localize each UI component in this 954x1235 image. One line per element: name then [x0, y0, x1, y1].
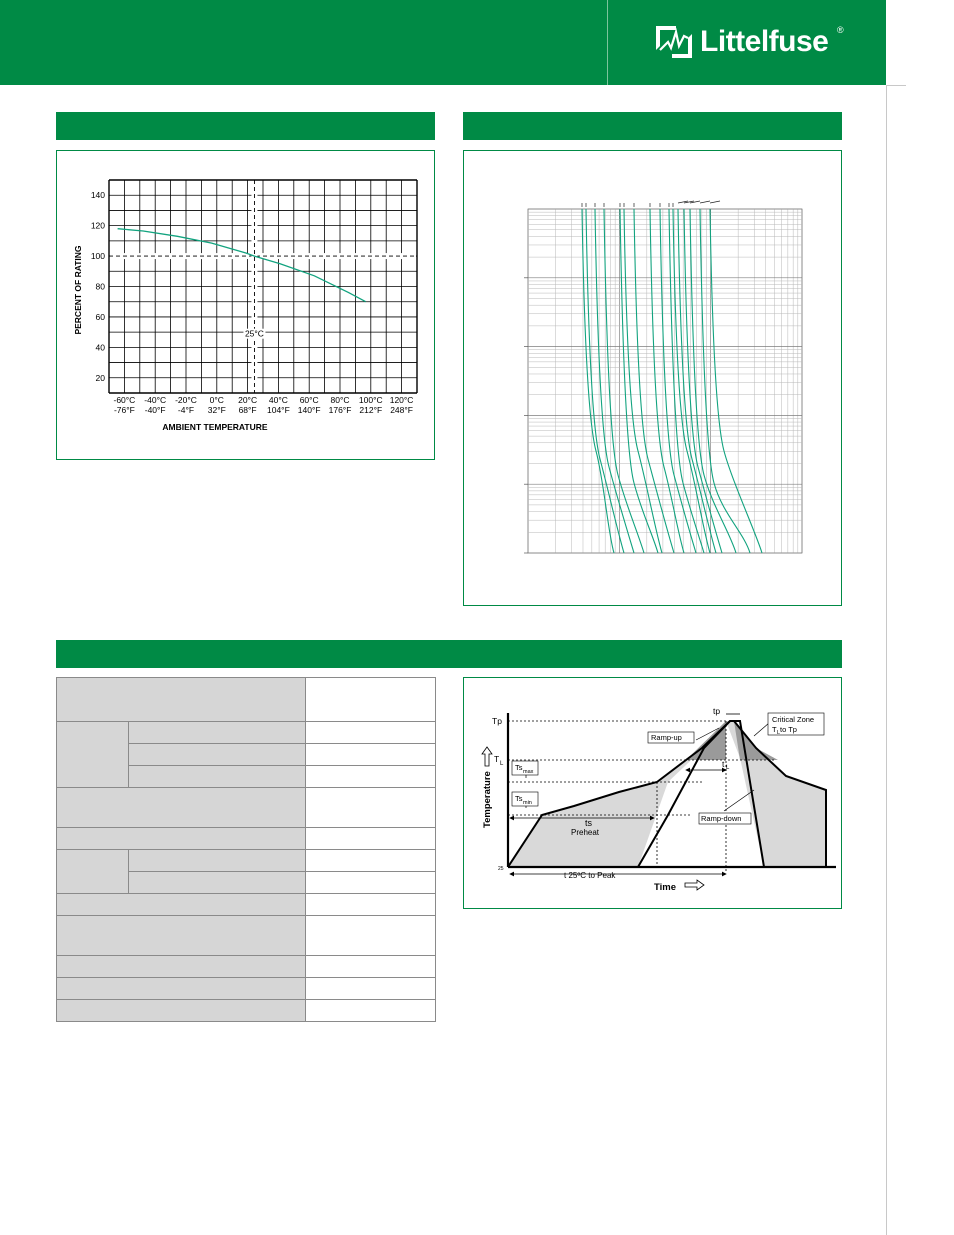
x-tick-label-c: 60°C [299, 395, 319, 405]
x-tick-label-c: 100°C [358, 395, 383, 405]
table-cell [57, 850, 129, 894]
time-current-curve [690, 209, 736, 553]
table-cell [57, 828, 306, 850]
curve-rating-tick [710, 201, 720, 203]
reflow-profile-diagram [464, 678, 841, 908]
x-tick-label-c: 40°C [268, 395, 288, 405]
x-tick-label-c: -20°C [175, 395, 197, 405]
x-tick-label-f: 248°F [390, 405, 413, 415]
derating-chart [57, 151, 434, 459]
temperature-axis-label: Temperature [482, 771, 493, 828]
x-tick-label-c: -60°C [113, 395, 136, 405]
table-cell [129, 850, 306, 872]
time-current-curve [604, 209, 644, 553]
table-cell [57, 916, 306, 956]
table-cell [306, 872, 436, 894]
littelfuse-logo-icon [654, 20, 694, 64]
table-cell [129, 722, 306, 744]
section-bar-temperature-rerating [56, 112, 435, 140]
critical-zone-label: Critical Zone [772, 715, 815, 724]
right-margin-rule [886, 85, 887, 1235]
temperature-arrow-icon [482, 747, 492, 766]
y-tick-label: 20 [95, 372, 105, 383]
table-cell [57, 788, 306, 828]
TL-sub-label: L [500, 761, 504, 767]
y-tick-label: 40 [95, 342, 105, 353]
time-arrow-icon [685, 880, 704, 890]
table-cell [306, 678, 436, 722]
x-tick-label-c: 80°C [330, 395, 350, 405]
t-25-to-peak-label: t 25ºC to Peak [564, 871, 616, 880]
derating-chart-panel [56, 150, 435, 460]
tp-label: tp [713, 706, 721, 716]
table-cell [129, 766, 306, 788]
y-tick-label: 120 [90, 220, 105, 231]
y-tick-label: 60 [95, 311, 105, 322]
table-cell [57, 722, 129, 788]
x-axis-title: AMBIENT TEMPERATURE [162, 422, 268, 432]
x-tick-label-c: -40°C [144, 395, 167, 405]
ts-min-label: Ts [515, 794, 523, 803]
table-cell [306, 1000, 436, 1022]
time-current-chart [464, 151, 841, 605]
brand-name: Littelfuse [700, 25, 829, 58]
time-current-curve [595, 209, 634, 553]
reflow-profile-panel [463, 677, 842, 909]
y-tick-label: 140 [90, 190, 105, 201]
table-cell [306, 850, 436, 872]
critical-zone-to-tp: to Tp [780, 725, 797, 734]
registered-mark: ® [837, 25, 844, 35]
right-margin-tick [886, 85, 906, 86]
time-axis-label: Time [654, 882, 677, 893]
table-cell [306, 894, 436, 916]
critical-zone-TL: T [772, 725, 777, 734]
critical-zone-TL-sub: L [777, 730, 781, 736]
table-cell [306, 978, 436, 1000]
x-tick-label-f: 176°F [328, 405, 352, 415]
x-tick-label-f: 104°F [267, 405, 290, 415]
ts-min-sub: min [523, 800, 532, 806]
tL-sub-label: L [726, 765, 730, 771]
table-cell [57, 678, 306, 722]
header-divider [607, 0, 608, 85]
x-tick-label-f: 68°F [238, 405, 257, 415]
curve-rating-tick [700, 201, 710, 203]
time-current-curve [624, 209, 662, 553]
x-tick-label-f: 32°F [207, 405, 226, 415]
table-cell [306, 916, 436, 956]
time-current-chart-panel [463, 150, 842, 606]
x-tick-label-c: 120°C [389, 395, 414, 405]
table-cell [57, 1000, 306, 1022]
table-cell [129, 872, 306, 894]
ts-max-label: Ts [515, 763, 523, 772]
y-axis-title: PERCENT OF RATING [73, 245, 83, 335]
origin-25-label: 25 [498, 866, 504, 872]
ts-max-sub: max [523, 769, 534, 775]
table-cell [306, 828, 436, 850]
table-cell [306, 956, 436, 978]
table-cell [306, 788, 436, 828]
table-cell [57, 978, 306, 1000]
soldering-parameters-table [56, 677, 436, 1022]
table-cell [306, 722, 436, 744]
ramp-down-label: Ramp-down [701, 814, 742, 823]
TL-label: T [494, 754, 500, 764]
x-tick-label-c: 20°C [238, 395, 258, 405]
table-cell [306, 766, 436, 788]
y-tick-label: 80 [95, 281, 105, 292]
table-cell [57, 956, 306, 978]
x-tick-label-f: -4°F [177, 405, 195, 415]
y-tick-label: 100 [90, 251, 105, 262]
x-tick-label-f: 140°F [297, 405, 321, 415]
x-tick-label-f: -40°F [144, 405, 166, 415]
tL-label: t [722, 759, 725, 769]
section-bar-soldering [56, 640, 842, 668]
time-current-curve [678, 209, 716, 553]
reference-temp-label: 25°C [244, 328, 264, 339]
preheat-label: Preheat [571, 828, 600, 837]
table-cell [129, 744, 306, 766]
ramp-up-label: Ramp-up [651, 733, 682, 742]
x-tick-label-c: 0°C [209, 395, 224, 405]
table-cell [306, 744, 436, 766]
table-cell [57, 894, 306, 916]
x-tick-label-f: -76°F [113, 405, 135, 415]
section-bar-time-current [463, 112, 842, 140]
Tp-label: Tp [492, 716, 502, 726]
ts-label: ts [585, 818, 593, 828]
x-tick-label-f: 212°F [359, 405, 383, 415]
